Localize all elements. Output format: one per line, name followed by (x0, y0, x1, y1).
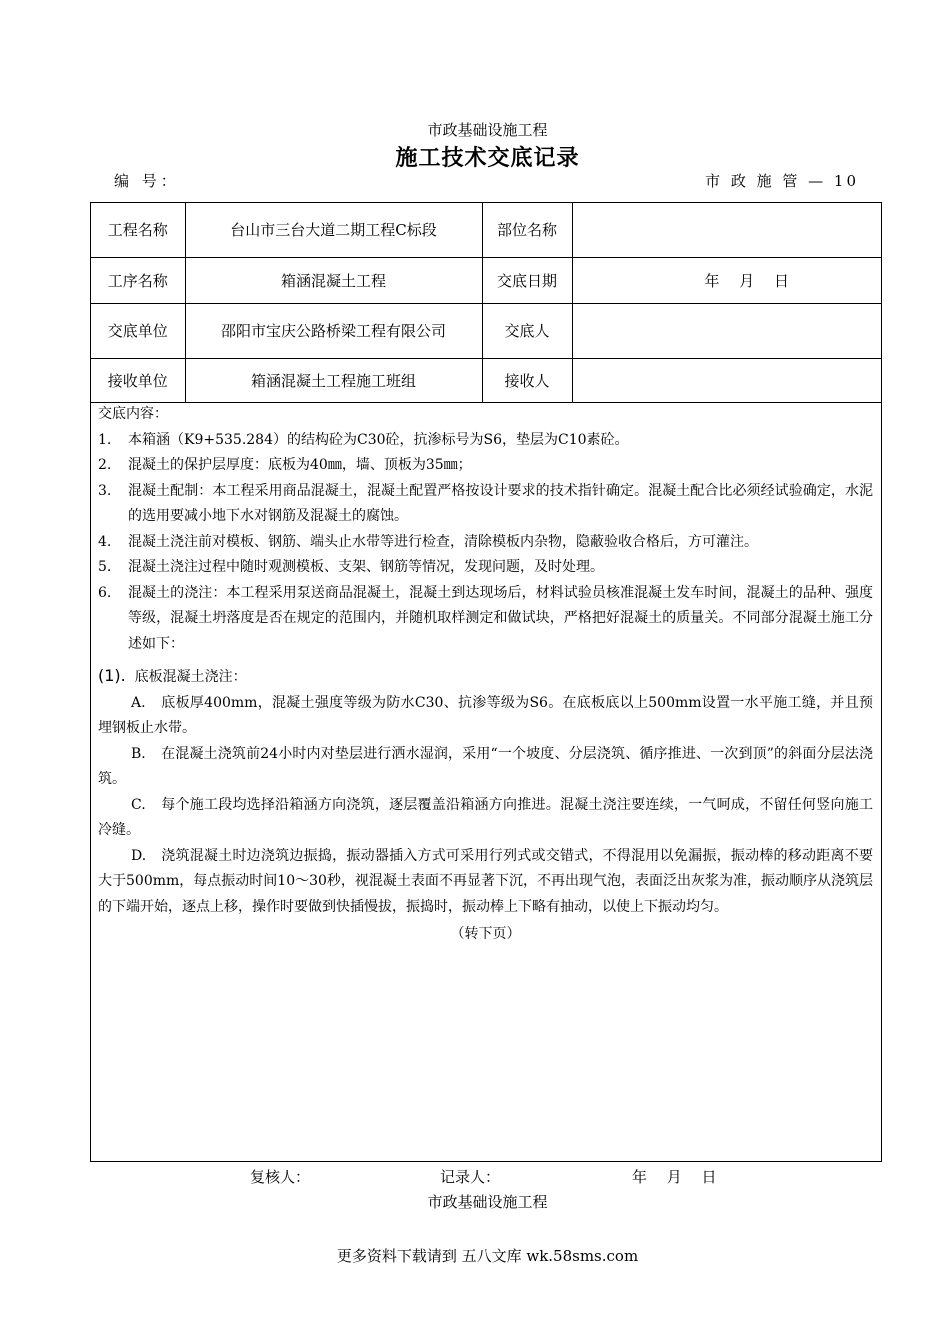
list-item-number: 5. (98, 559, 112, 575)
disclosure-content (98, 402, 873, 948)
list-item-text: 混凝土的浇注：本工程采用泵送商品混凝土，混凝土到达现场后，材料试验员核准混凝土发车时间，混凝土的品种、强度等级，混凝土坍落度是否在规定的范围内，并随机取样测定和做试块，严格把好混凝土的质量关。不同部分混凝土施工分述如下： (128, 584, 873, 652)
continue-note: （转下页） (450, 926, 521, 942)
list-item (98, 428, 873, 454)
subsection-title: 底板混凝土浇注： (134, 669, 247, 685)
top-caption: 市政基础设施工程 (427, 121, 548, 139)
list-item (98, 479, 873, 530)
list-item-number: 6. (98, 584, 112, 601)
list-item-number: 3. (98, 482, 112, 499)
receiving-unit-value: 箱涵混凝土工程施工班组 (185, 358, 482, 402)
list-item (98, 530, 873, 556)
paragraph-text: 在混凝土浇筑前24小时内对垫层进行洒水湿润，采用“一个坡度、分层浇筑、循序推进、一次到顶”的斜面分层法浇筑。 (98, 745, 873, 787)
disclosure-unit-value: 邵阳市宝庆公路桥梁工程有限公司 (185, 303, 482, 358)
paragraph (98, 742, 873, 793)
reviewer-label: 复核人： (250, 1168, 311, 1186)
document-title: 施工技术交底记录 (395, 145, 580, 171)
disclosure-person-value (572, 303, 881, 358)
receiving-unit-label: 接收单位 (91, 358, 185, 402)
list-item (98, 453, 873, 479)
record-form (90, 202, 882, 1162)
paragraph-text: 浇筑混凝土时边浇筑边振捣，振动器插入方式可采用行列式或交错式，不得混用以免漏振，振动棒的移动距离不要大于500mm，每点振动时间10～30秒，视混凝土表面不再显著下沉，不再出现气泡，表面泛出灰浆为准，振动顺序从浇筑层的下端开始，逐点上移，操作时要做到快插慢拔，振捣时，振动棒上下略有抽动，以使上下振动均匀。 (98, 847, 873, 915)
list-item (98, 581, 873, 658)
paragraph (98, 844, 873, 921)
paragraph-letter: C. (131, 796, 146, 813)
recorder-label: 记录人： (440, 1168, 501, 1186)
receiver-label: 接收人 (482, 358, 572, 402)
disclosure-unit-label: 交底单位 (91, 303, 185, 358)
list-item (98, 555, 873, 581)
paragraph-text: 每个施工段均选择沿箱涵方向浇筑，逐层覆盖沿箱涵方向推进。混凝土浇注要连续，一气呵成，不留任何竖向施工冷缝。 (98, 796, 873, 838)
list-item-number: 2. (98, 457, 112, 473)
list-item-text: 混凝土的保护层厚度：底板为40㎜，墙、顶板为35㎜； (128, 457, 472, 473)
list-item-text: 混凝土浇注过程中随时观测模板、支架、钢筋等情况，发现问题，及时处理。 (128, 559, 604, 575)
list-item-text: 混凝土浇注前对模板、钢筋、端头止水带等进行检查，清除模板内杂物，隐蔽验收合格后，方可灌注。 (128, 533, 758, 550)
paragraph (98, 793, 873, 844)
part-name-value (572, 203, 881, 257)
paragraph-text: 底板厚400mm，混凝土强度等级为防水C30、抗渗等级为S6。在底板底以上500mm设置一水平施工缝，并且预埋钢板止水带。 (98, 694, 873, 736)
content-heading: 交底内容： (98, 406, 168, 422)
receiver-value (572, 358, 881, 402)
subsection-number: (1). (98, 666, 126, 685)
paragraph (98, 691, 873, 742)
download-note: 更多资料下载请到 五八文库 wk.58sms.com (336, 1247, 639, 1265)
signature-date: 年 月 日 (632, 1168, 717, 1186)
disclosure-date-value: 年 月 日 (572, 257, 881, 303)
serial-number-label: 编 号： (114, 172, 180, 190)
list-item-text: 本箱涵（K9+535.284）的结构砼为C30砼，抗渗标号为S6，垫层为C10素砼。 (128, 431, 629, 448)
project-name-value: 台山市三台大道二期工程C标段 (185, 203, 482, 257)
disclosure-date-label: 交底日期 (482, 257, 572, 303)
info-table (91, 203, 881, 403)
paragraph-letter: B. (131, 745, 146, 762)
subsection-heading (98, 663, 873, 691)
paragraph-letter: A. (131, 694, 146, 711)
disclosure-person-label: 交底人 (482, 303, 572, 358)
process-name-value: 箱涵混凝土工程 (185, 257, 482, 303)
process-name-label: 工序名称 (91, 257, 185, 303)
paragraph-letter: D. (131, 847, 147, 864)
list-item-text: 混凝土配制：本工程采用商品混凝土，混凝土配置严格按设计要求的技术指针确定。混凝土配合比必须经试验确定，水泥的选用要减小地下水对钢筋及混凝土的腐蚀。 (128, 482, 873, 524)
form-code: 市 政 施 管 — 10 (705, 172, 859, 190)
list-item-number: 4. (98, 533, 112, 550)
project-name-label: 工程名称 (91, 203, 185, 257)
part-name-label: 部位名称 (482, 203, 572, 257)
footer-caption: 市政基础设施工程 (427, 1193, 548, 1211)
list-item-number: 1. (98, 431, 112, 448)
